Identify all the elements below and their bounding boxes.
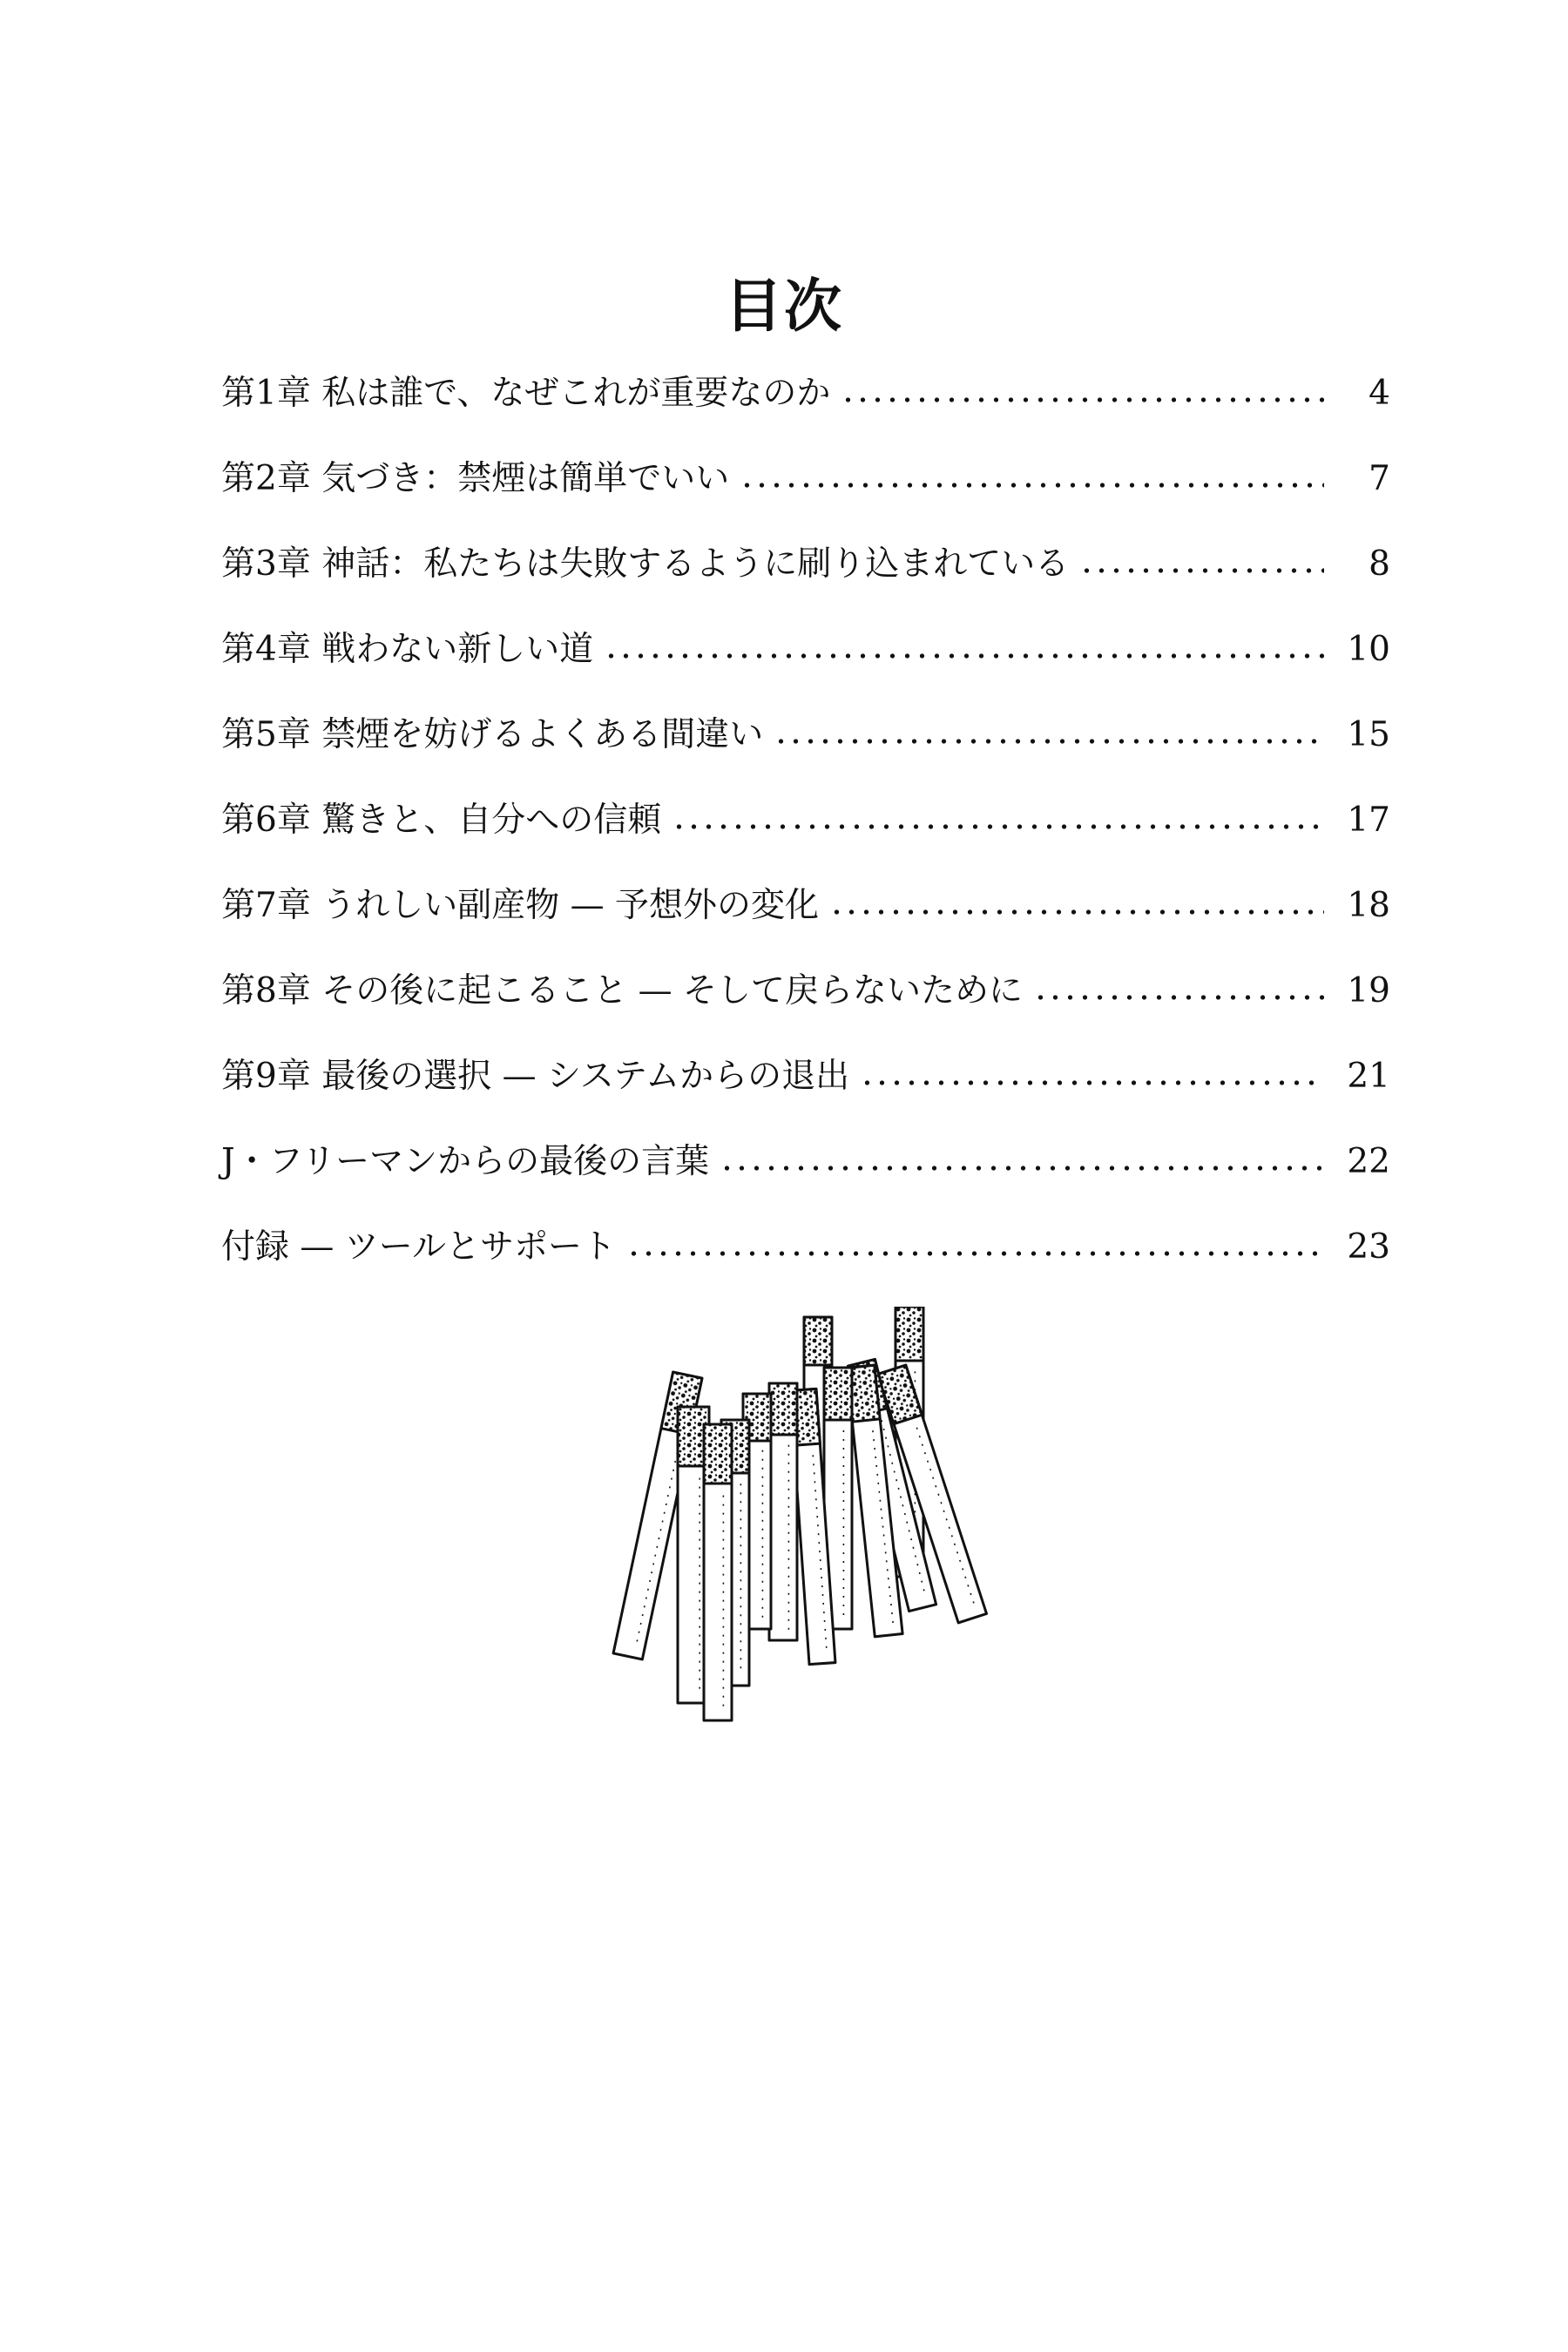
toc-entry[interactable] — [221, 459, 1390, 547]
toc-entry-label: 第9章 最後の選択 — システムからの退出 — [221, 1057, 850, 1096]
toc-entry[interactable] — [221, 376, 1390, 462]
cigarette-icon — [704, 1424, 732, 1720]
toc-entry-label: 付録 — ツールとサポート — [221, 1227, 617, 1267]
toc-entry-label: 第3章 神話：私たちは失敗するように刷り込まれている — [221, 544, 1070, 584]
toc-entry[interactable] — [221, 886, 1390, 974]
toc-dot-leader — [774, 735, 1324, 747]
toc-entry-page: 15 — [1347, 715, 1390, 754]
toc-entry[interactable] — [221, 971, 1390, 1059]
toc-entry-page: 4 — [1369, 374, 1390, 413]
toc-dot-leader — [604, 650, 1324, 662]
toc-entry[interactable] — [221, 1059, 1390, 1145]
toc-entry-label: 第1章 私は誰で、なぜこれが重要なのか — [221, 374, 831, 413]
toc-dot-leader — [720, 1162, 1324, 1174]
toc-list — [221, 376, 1390, 1315]
toc-entry-label: 第5章 禁煙を妨げるよくある間違い — [221, 715, 764, 754]
toc-entry-label: 第4章 戦わない新しい道 — [221, 630, 594, 669]
toc-entry-page: 19 — [1347, 971, 1390, 1010]
toc-entry-label: 第6章 驚きと、自分への信頼 — [221, 801, 662, 840]
toc-entry-page: 10 — [1347, 630, 1390, 669]
toc-dot-leader — [1079, 564, 1324, 577]
toc-dot-leader — [829, 906, 1324, 918]
toc-entry-label: 第7章 うれしい副産物 — 予想外の変化 — [221, 886, 820, 925]
toc-entry-label: 第2章 気づき：禁煙は簡単でいい — [221, 459, 730, 498]
toc-entry[interactable] — [221, 715, 1390, 803]
toc-entry[interactable] — [221, 1227, 1390, 1315]
toc-dot-leader — [860, 1077, 1324, 1089]
toc-entry-page: 8 — [1369, 544, 1390, 584]
toc-entry-label: 第8章 その後に起こること — そして戻らないために — [221, 971, 1024, 1010]
toc-entry-page: 18 — [1347, 886, 1390, 925]
toc-entry-page: 21 — [1347, 1057, 1390, 1096]
toc-entry[interactable] — [221, 803, 1390, 889]
cigarette-icon — [769, 1383, 797, 1640]
toc-entry[interactable] — [221, 1142, 1390, 1230]
toc-entry-page: 23 — [1347, 1227, 1390, 1267]
toc-entry-page: 22 — [1347, 1142, 1390, 1181]
toc-entry-label: J・フリーマンからの最後の言葉 — [221, 1142, 710, 1181]
toc-entry[interactable] — [221, 544, 1390, 632]
toc-dot-leader — [672, 821, 1324, 833]
toc-dot-leader — [1033, 991, 1324, 1004]
cigarettes-bundle-icon — [582, 1307, 1017, 1742]
toc-entry-page: 7 — [1369, 459, 1390, 498]
toc-dot-leader — [841, 394, 1324, 406]
toc-dot-leader — [626, 1247, 1324, 1260]
toc-entry-page: 17 — [1347, 801, 1390, 840]
toc-dot-leader — [740, 479, 1324, 491]
toc-title: 目次 — [725, 272, 843, 340]
toc-entry[interactable] — [221, 632, 1390, 718]
